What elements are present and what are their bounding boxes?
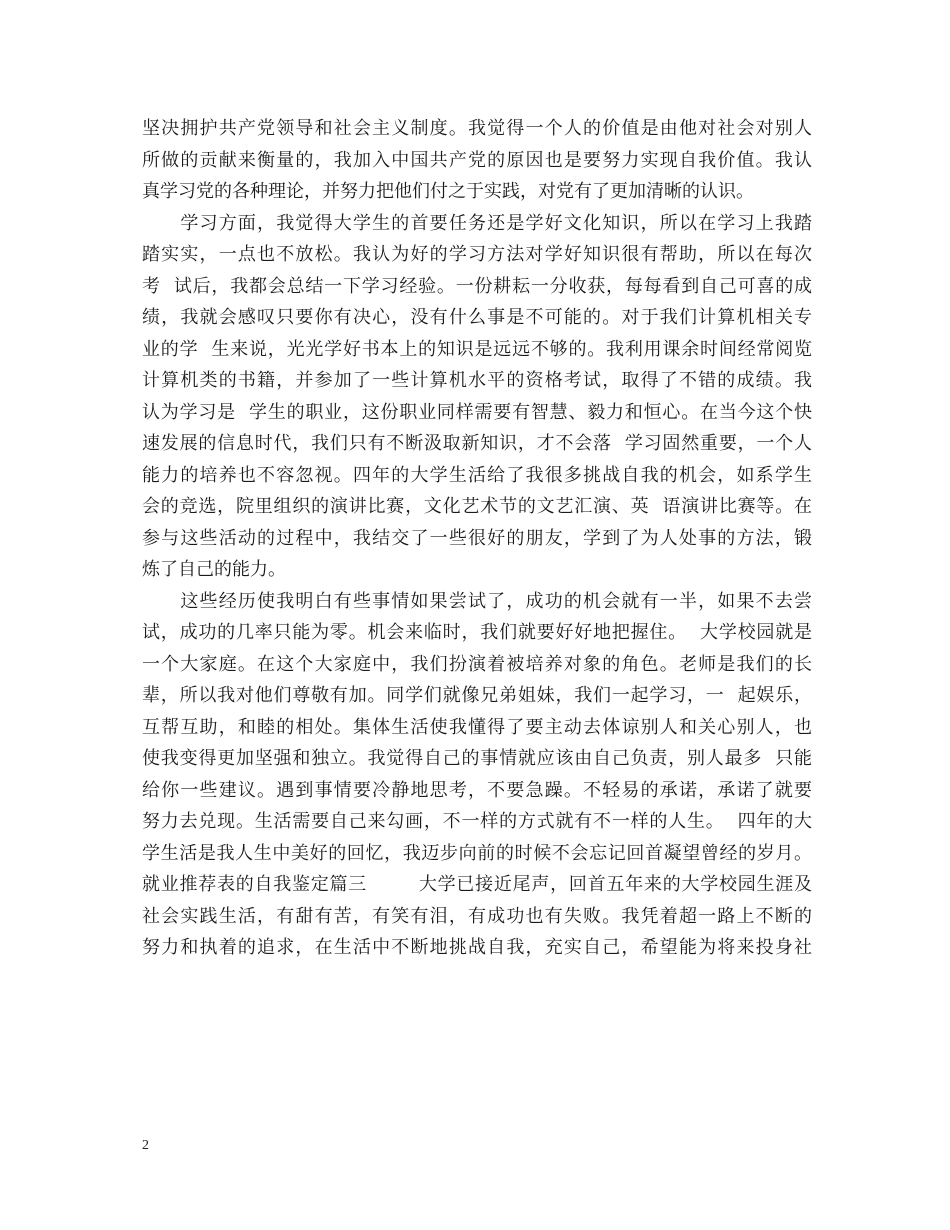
text-line: 真学习党的各种理论，并努力把他们付之于实践，对党有了更加清晰的认识。 xyxy=(142,181,754,202)
text-line: 学习方面，我觉得大学生的首要任务还是学好文化知识，所以在学习上我踏 xyxy=(142,212,812,234)
text-line: 使我变得更加坚强和独立。我觉得自己的事情就应该由自己负责，别人最多 只能 xyxy=(142,748,812,769)
text-line: 能力的培养也不容忽视。四年的大学生活给了我很多挑战自我的机会，如系学生 xyxy=(142,464,812,486)
text-line: 就业推荐表的自我鉴定篇三 大学已接近尾声，回首五年来的大学校园生涯及 xyxy=(142,874,812,895)
text-line: 试，成功的几率只能为零。机会来临时，我们就要好好地把握住。 大学校园就是 xyxy=(142,622,812,643)
text-line: 认为学习是 学生的职业，这份职业同样需要有智慧、毅力和恒心。在当今这个快 xyxy=(142,401,812,423)
text-line: 一个大家庭。在这个大家庭中，我们扮演着被培养对象的角色。老师是我们的长 xyxy=(142,653,812,675)
text-line: 炼了自己的能力。 xyxy=(142,559,286,580)
text-line: 坚决拥护共产党领导和社会主义制度。我觉得一个人的价值是由他对社会对别人 xyxy=(142,118,812,139)
body-text xyxy=(142,113,812,964)
text-line: 速发展的信息时代，我们只有不断汲取新知识，才不会落 学习固然重要，一个人 xyxy=(142,433,812,454)
text-line: 这些经历使我明白有些事情如果尝试了，成功的机会就有一半，如果不去尝 xyxy=(142,590,812,612)
text-line: 考 试后，我都会总结一下学习经验。一份耕耘一分收获，每每看到自己可喜的成 xyxy=(142,275,812,297)
text-line: 业的学 生来说，光光学好书本上的知识是远远不够的。我利用课余时间经常阅览 xyxy=(142,338,812,360)
text-line: 参与这些活动的过程中，我结交了一些很好的朋友，学到了为人处事的方法，锻 xyxy=(142,527,812,549)
text-line: 给你一些建议。遇到事情要冷静地思考，不要急躁。不轻易的承诺，承诺了就要 xyxy=(142,779,812,801)
text-line: 互帮互助，和睦的相处。集体生活使我懂得了要主动去体谅别人和关心别人，也 xyxy=(142,716,812,738)
text-line: 辈，所以我对他们尊敬有加。同学们就像兄弟姐妹，我们一起学习，一 起娱乐， xyxy=(142,685,812,706)
text-line: 努力和执着的追求，在生活中不断地挑战自我，充实自己，希望能为将来投身社 xyxy=(142,937,812,958)
text-line: 学生活是我人生中美好的回忆，我迈步向前的时候不会忘记回首凝望曾经的岁月。 xyxy=(142,842,812,864)
text-line: 绩，我就会感叹只要你有决心，没有什么事是不可能的。对于我们计算机相关专 xyxy=(142,307,812,328)
text-line: 社会实践生活，有甜有苦，有笑有泪，有成功也有失败。我凭着超一路上不断的 xyxy=(142,905,812,927)
text-line: 会的竞选，院里组织的演讲比赛，文化艺术节的文艺汇演、英 语演讲比赛等。在 xyxy=(142,496,812,517)
page-number: 2 xyxy=(142,1138,149,1153)
text-line: 踏实实，一点也不放松。我认为好的学习方法对学好知识很有帮助，所以在每次 xyxy=(142,244,812,265)
text-line: 努力去兑现。生活需要自己来勾画，不一样的方式就有不一样的人生。 四年的大 xyxy=(142,811,812,832)
text-line: 所做的贡献来衡量的，我加入中国共产党的原因也是要努力实现自我价值。我认 xyxy=(142,149,812,171)
text-line: 计算机类的书籍，并参加了一些计算机水平的资格考试，取得了不错的成绩。我 xyxy=(142,370,812,391)
